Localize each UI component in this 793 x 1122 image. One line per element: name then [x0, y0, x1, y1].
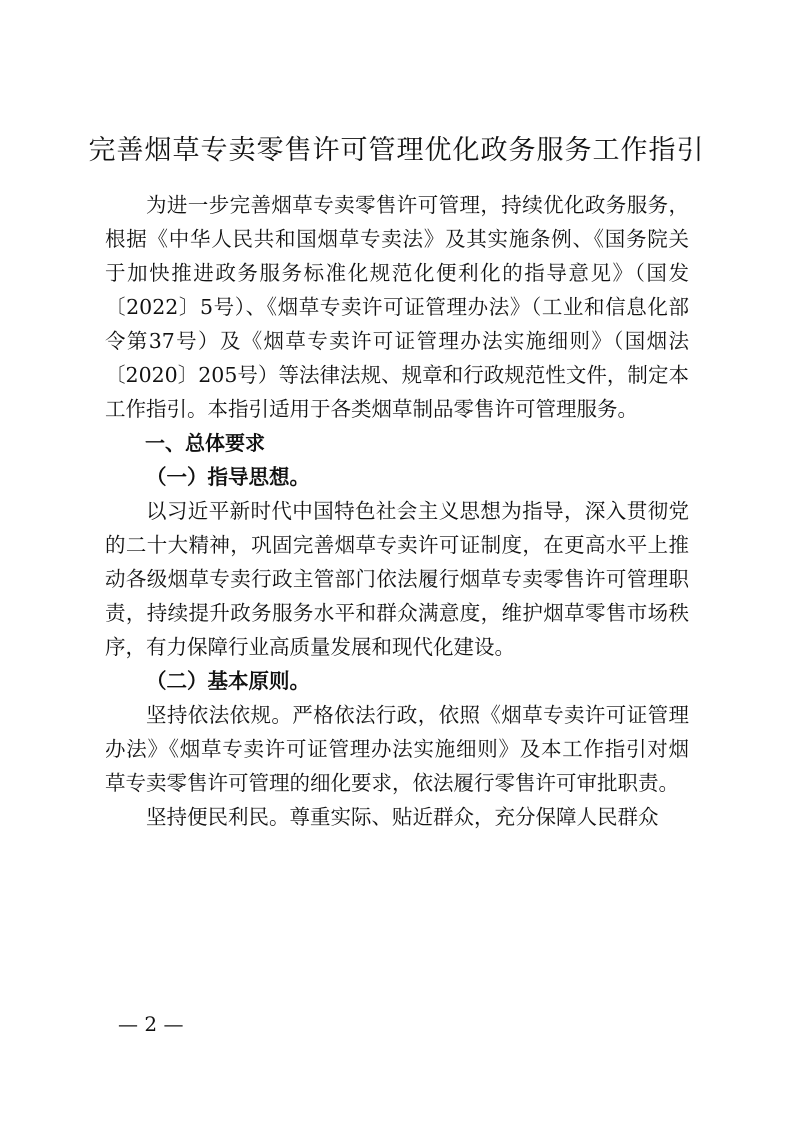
intro-paragraph: 为进一步完善烟草专卖零售许可管理，持续优化政务服务，根据《中华人民共和国烟草专卖法》及其实施条例、《国务院关于加快推进政务服务标准化规范化便利化的指导意见》（国发〔2022〕5号）、《烟草专卖许可证管理办法》（工业和信息化部令第37号）及《烟草专卖许可证管理办法实施细则》（国烟法〔2020〕205号）等法律法规、规章和行政规范性文件，制定本工作指引。本指引适用于各类烟草制品零售许可管理服务。	[105, 193, 689, 421]
principle-lawful-paragraph: 坚持依法依规。严格依法行政，依照《烟草专卖许可证管理办法》《烟草专卖许可证管理办法实施细则》及本工作指引对烟草专卖零售许可管理的细化要求，依法履行零售许可审批职责。	[105, 703, 689, 795]
document-title: 完善烟草专卖零售许可管理优化政务服务工作指引	[88, 135, 705, 166]
page-number: — 2 —	[118, 1012, 184, 1036]
principle-convenience-paragraph: 坚持便民利民。尊重实际、贴近群众，充分保障人民群众	[146, 805, 659, 829]
subsection-heading-basic-principles: （二）基本原则。	[146, 669, 310, 693]
section-heading-general-requirements: 一、总体要求	[145, 431, 265, 455]
guiding-ideology-paragraph: 以习近平新时代中国特色社会主义思想为指导，深入贯彻党的二十大精神，巩固完善烟草专卖许可证制度，在更高水平上推动各级烟草专卖行政主管部门依法履行烟草专卖零售许可管理职责，持续提升政务服务水平和群众满意度，维护烟草零售市场秩序，有力保障行业高质量发展和现代化建设。	[105, 499, 689, 659]
subsection-heading-guiding-ideology: （一）指导思想。	[146, 465, 310, 489]
document-body	[105, 188, 689, 834]
